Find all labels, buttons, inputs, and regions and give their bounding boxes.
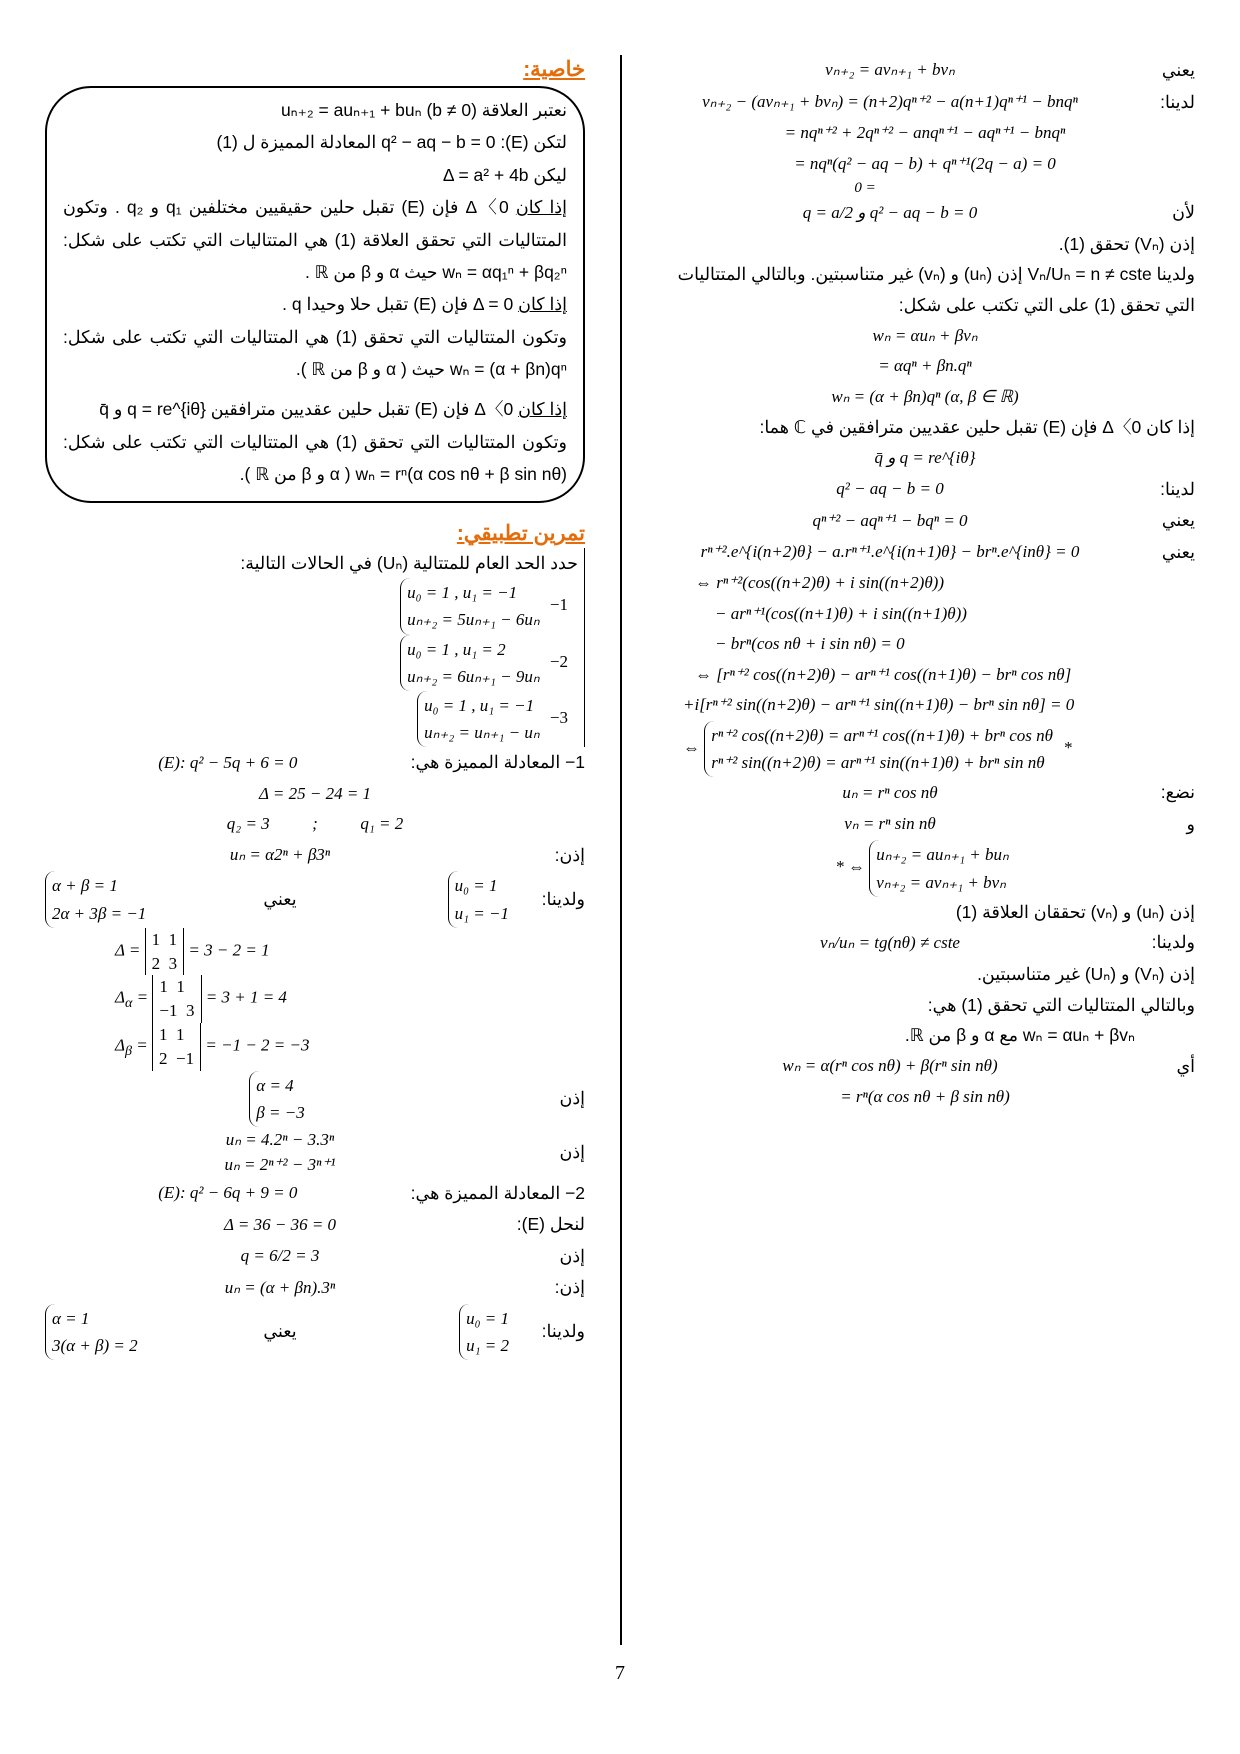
paragraph: وتكون المتتاليات التي تحقق (1) هي المتتاليات التي تكتب على شكل: wₙ = (α + βn)qⁿ حيث ( α و β من ℝ ). xyxy=(63,326,567,379)
equation: u₁ = 2 xyxy=(466,1336,509,1356)
matrix-entry: 1 xyxy=(151,929,161,949)
label: لدينا: xyxy=(1160,91,1195,112)
label: نضع: xyxy=(1160,782,1195,803)
label: إذن: xyxy=(554,1277,585,1298)
equation: u₀ = 1 , u₁ = −1 xyxy=(424,695,535,715)
line xyxy=(655,474,1195,506)
case-label: إذا كان xyxy=(515,197,567,218)
exercise-title: تمرين تطبيقي: xyxy=(456,521,585,545)
paragraph xyxy=(63,288,567,320)
equation: rⁿ⁺².e^{i(n+2)θ} − a.rⁿ⁺¹.e^{i(n+1)θ} − brⁿ.e^{inθ} = 0 xyxy=(700,542,1080,562)
equation: vₙ₊₂ = avₙ₊₁ + bvₙ xyxy=(825,60,955,80)
paragraph: إذن (uₙ) و (vₙ) تحققان العلاقة (1) xyxy=(955,901,1195,922)
equation: wₙ = αuₙ + βvₙ xyxy=(872,325,978,345)
paragraph xyxy=(63,191,567,288)
label: و xyxy=(1186,813,1195,834)
equation: vₙ₊₂ − (avₙ₊₁ + bvₙ) = (n+2)qⁿ⁺² − a(n+1)qⁿ⁺¹ − bnqⁿ xyxy=(702,91,1078,111)
case-text: Δ〈0 فإن (E) تقبل حلين حقيقيين مختلفين q₁ و q₂ . وتكون المتتاليات التي تحقق العلاقة (1) هي المتتاليات التي تكتب على شكل: wₙ = αq₁ⁿ + βq₂ⁿ حيث α و β من ℝ . xyxy=(63,197,567,282)
equation: vₙ₊₂ = avₙ₊₁ + bvₙ xyxy=(876,872,1006,892)
equation: wₙ = α(rⁿ cos nθ) + β(rⁿ sin nθ) xyxy=(782,1056,998,1076)
equation: = nqⁿ(q² − aq − b) + qⁿ⁺¹(2q − a) = 0 xyxy=(794,153,1056,173)
paragraph: إذن (Vₙ) تحقق (1). xyxy=(1058,233,1195,254)
equation: ⇔ rⁿ⁺²(cos((n+2)θ) + i sin((n+2)θ)) xyxy=(695,573,944,593)
matrix-entry: 1 xyxy=(159,977,168,997)
line xyxy=(655,197,1195,229)
case-text: Δ〈0 فإن (E) تقبل حلين عقديين مترافقين q = re^{iθ} و q̄ xyxy=(99,399,519,420)
line xyxy=(45,1178,585,1210)
label: 1− المعادلة المميزة هي: xyxy=(410,752,585,773)
case-label: إذا كان xyxy=(518,399,567,420)
left-column xyxy=(45,55,585,1360)
label: لدينا: xyxy=(1160,478,1195,499)
equation: wₙ = (α + βn)qⁿ (α, β ∈ ℝ) xyxy=(831,386,1019,406)
equation: q₂ = 3 ; q₁ = 2 xyxy=(226,814,404,834)
underbrace-label: 0 = xyxy=(854,180,876,197)
determinant: $\Delta_\beta = 1$ 1 2 −1 = −1 − 2 = −3 xyxy=(45,1023,585,1071)
equation: = −1 − 2 = −3 xyxy=(205,1035,310,1055)
matrix-entry: 1 xyxy=(176,1025,185,1044)
line xyxy=(655,777,1195,809)
label: يعني xyxy=(1161,510,1195,531)
paragraph: إذا كان Δ〈0 فإن (E) تقبل حلين عقديين مترافقين في ℂ هما: xyxy=(759,417,1195,438)
label: أي xyxy=(1176,1055,1195,1076)
line xyxy=(655,537,1195,569)
case-text: Δ = 0 فإن (E) تقبل حلا وحيدا q . xyxy=(282,294,519,315)
case-item xyxy=(45,578,578,634)
equation: Δ = 25 − 24 = 1 xyxy=(258,783,372,803)
equation: = nqⁿ⁺² + 2qⁿ⁺² − anqⁿ⁺¹ − aqⁿ⁺¹ − bnqⁿ xyxy=(784,123,1066,142)
case-number: −3 xyxy=(549,707,568,727)
column-divider xyxy=(620,55,622,1645)
line xyxy=(655,927,1195,959)
equation: rⁿ⁺² sin((n+2)θ) = arⁿ⁺¹ sin((n+1)θ) + brⁿ sin nθ xyxy=(711,753,1045,773)
equation: vₙ/uₙ = tg(nθ) ≠ cste xyxy=(820,932,960,952)
label: إذن xyxy=(559,1088,585,1109)
equation: = 3 − 2 = 1 xyxy=(188,940,270,960)
equation: q = 6/2 = 3 xyxy=(240,1246,320,1266)
label: إذن xyxy=(559,1141,585,1162)
matrix-entry: 1 xyxy=(168,929,178,949)
paragraph: وتكون المتتاليات التي تحقق (1) هي المتتاليات التي تكتب على شكل: wₙ = rⁿ(α cos nθ + β sin nθ) ( α و β من ℝ ). xyxy=(63,431,567,485)
equation: uₙ₊₂ = auₙ₊₁ + buₙ xyxy=(876,845,1009,865)
equation: β = −3 xyxy=(256,1102,305,1122)
equation: u₀ = 1 , u₁ = −1 xyxy=(407,583,518,603)
line xyxy=(655,505,1195,537)
line xyxy=(45,1304,585,1360)
determinant: $\Delta_\alpha = 1$ 1 −1 3 = 3 + 1 = 4 xyxy=(45,975,585,1023)
equation: − brⁿ(cos nθ + i sin nθ) = 0 xyxy=(715,634,905,654)
equation: u₀ = 1 xyxy=(466,1308,509,1328)
paragraph: ليكن Δ = a² + 4b xyxy=(442,164,567,185)
label: لنحل (E): xyxy=(516,1214,585,1235)
equation: uₙ₊₂ = uₙ₊₁ − uₙ xyxy=(424,723,540,743)
equation: α + β = 1 xyxy=(52,876,118,896)
equation: Δ = 36 − 36 = 0 xyxy=(223,1214,337,1234)
equation: uₙ = α2ⁿ + β3ⁿ xyxy=(229,845,331,865)
case-label: إذا كان xyxy=(518,294,567,315)
equation: uₙ = 2ⁿ⁺² − 3ⁿ⁺¹ xyxy=(224,1155,336,1175)
right-column xyxy=(655,55,1195,1113)
equation: uₙ₊₂ = 6uₙ₊₁ − 9uₙ xyxy=(407,666,540,686)
equivalence: * ⇔ xyxy=(835,857,865,877)
label: ولدينا: xyxy=(541,1321,585,1342)
line xyxy=(45,1241,585,1273)
equation: u₁ = −1 xyxy=(454,903,509,923)
label: يعني xyxy=(263,888,297,909)
equation: uₙ = 4.2ⁿ − 3.3ⁿ xyxy=(225,1129,335,1149)
property-box xyxy=(45,86,585,503)
line xyxy=(655,87,1195,119)
equation: − arⁿ⁺¹(cos((n+1)θ) + i sin((n+1)θ)) xyxy=(715,603,967,623)
paragraph: ولدينا Vₙ/Uₙ = n ≠ cste إذن (uₙ) و (vₙ) غير متناسبتين. وبالتالي المتتاليات التي تحقق (1) على التي تكتب على شكل: xyxy=(677,264,1195,315)
matrix-entry: 1 xyxy=(159,1025,168,1044)
equation: q̄ و q = re^{iθ} xyxy=(874,447,976,467)
equation: α = 1 xyxy=(52,1308,90,1328)
equation: ⇔ [rⁿ⁺² cos((n+2)θ) − arⁿ⁺¹ cos((n+1)θ) − brⁿ cos nθ] xyxy=(695,664,1072,684)
label: يعني xyxy=(1161,60,1195,80)
matrix-entry: 3 xyxy=(168,953,178,973)
system xyxy=(655,840,1195,896)
matrix-entry: 3 xyxy=(186,1001,195,1021)
paragraph: wₙ = αuₙ + βvₙ مع α و β من ℝ. xyxy=(904,1025,1135,1046)
line xyxy=(655,1051,1195,1083)
label: ولدينا: xyxy=(1151,932,1195,953)
exercise-intro: حدد الحد العام للمتتالية (Uₙ) في الحالات التالية: xyxy=(240,552,578,573)
equation: vₙ = rⁿ sin nθ xyxy=(844,814,936,834)
label: يعني xyxy=(263,1321,297,1342)
paragraph: وبالتالي المتتاليات التي تحقق (1) هي: xyxy=(927,994,1195,1015)
equation: q = a/2 و q² − aq − b = 0 xyxy=(802,202,978,222)
line xyxy=(45,1127,585,1178)
label: لأن xyxy=(1172,202,1195,223)
label: إذن: xyxy=(554,844,585,865)
line xyxy=(45,871,585,927)
property-title: خاصية: xyxy=(523,58,585,81)
paragraph: نعتبر العلاقة uₙ₊₂ = auₙ₊₁ + buₙ (b ≠ 0) xyxy=(280,100,567,120)
equation: qⁿ⁺² − aqⁿ⁺¹ − bqⁿ = 0 xyxy=(812,510,968,530)
line xyxy=(45,1071,585,1127)
equation: uₙ₊₂ = 5uₙ₊₁ − 6uₙ xyxy=(407,610,540,630)
case-item xyxy=(45,691,578,747)
system: ⇔ rⁿ⁺² cos((n+2)θ) = arⁿ⁺¹ cos((n+1)θ) + brⁿ cos nθ rⁿ⁺² sin((n+2)θ) = arⁿ⁺¹ sin((n+1)θ) + brⁿ sin nθ * xyxy=(655,721,1195,777)
equation: rⁿ⁺² cos((n+2)θ) = arⁿ⁺¹ cos((n+1)θ) + brⁿ cos nθ xyxy=(711,726,1054,746)
paragraph xyxy=(63,393,567,425)
paragraph: لتكن (E): q² − aq − b = 0 المعادلة المميزة ل (1) xyxy=(216,132,567,153)
equation: 3(α + β) = 2 xyxy=(52,1336,138,1356)
equation: (E): q² − 5q + 6 = 0 xyxy=(158,752,298,772)
label: ولدينا: xyxy=(541,888,585,909)
label: 2− المعادلة المميزة هي: xyxy=(410,1182,585,1203)
page-number: 7 xyxy=(615,1662,625,1684)
case-number: −1 xyxy=(549,595,568,615)
equation: = rⁿ(α cos nθ + β sin nθ) xyxy=(840,1087,1010,1107)
equation: uₙ = rⁿ cos nθ xyxy=(842,782,938,802)
label: إذن xyxy=(559,1245,585,1266)
line xyxy=(45,840,585,872)
matrix-entry: 2 xyxy=(159,1048,168,1068)
matrix-entry: −1 xyxy=(159,1001,178,1021)
equation: +i[rⁿ⁺² sin((n+2)θ) − arⁿ⁺¹ sin((n+1)θ) − brⁿ sin nθ] = 0 xyxy=(683,695,1075,715)
equation: = αqⁿ + βn.qⁿ xyxy=(878,356,972,376)
equation: α = 4 xyxy=(256,1075,294,1095)
equation: uₙ = (α + βn).3ⁿ xyxy=(224,1277,336,1297)
label: يعني xyxy=(1161,541,1195,562)
line xyxy=(45,1272,585,1304)
star-mark: * xyxy=(1063,738,1072,758)
matrix-entry: −1 xyxy=(176,1048,195,1068)
equation: u₀ = 1 , u₁ = 2 xyxy=(407,639,506,659)
equation: u₀ = 1 xyxy=(454,876,498,896)
line xyxy=(655,809,1195,841)
case-number: −2 xyxy=(549,651,568,671)
determinant: Δ = 1 1 2 3 = 3 − 2 = 1 xyxy=(45,928,585,976)
line xyxy=(45,747,585,779)
equation: q² − aq − b = 0 xyxy=(836,479,944,499)
case-item xyxy=(45,635,578,691)
equation: (E): q² − 6q + 9 = 0 xyxy=(158,1183,298,1203)
matrix-entry: 2 xyxy=(151,953,161,973)
paragraph: إذن (Vₙ) و (Uₙ) غير متناسبتين. xyxy=(977,963,1195,984)
line xyxy=(45,1209,585,1241)
matrix-entry: 1 xyxy=(176,977,185,997)
equation: = 3 + 1 = 4 xyxy=(205,988,287,1008)
equation: 2α + 3β = −1 xyxy=(52,903,147,923)
exercise-statement xyxy=(45,548,585,748)
line xyxy=(655,55,1195,87)
